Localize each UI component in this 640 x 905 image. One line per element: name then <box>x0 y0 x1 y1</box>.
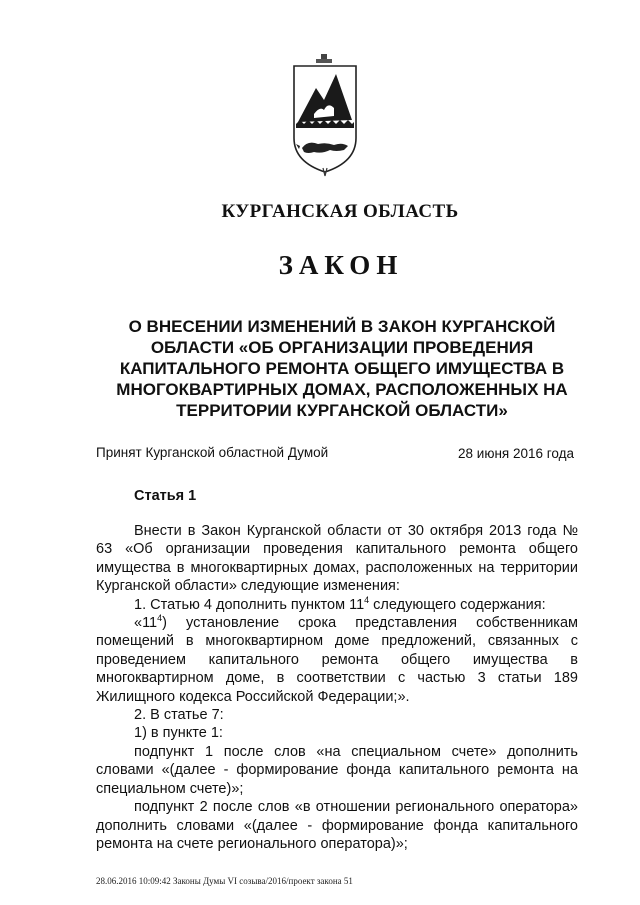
paragraph-subpoint-2: подпункт 2 после слов «в отношении регионального оператора» дополнить словами «(далее - формирование фонда капитального ремонта на счете регионального оператора)»; <box>96 799 578 852</box>
article-heading: Статья 1 <box>134 488 197 504</box>
adopted-by: Принят Курганской областной Думой <box>96 445 329 460</box>
paragraph-quote-start: «11 <box>134 615 158 632</box>
footer-note: 28.06.2016 10:09:42 Законы Думы VI созыва/2016/проект закона 51 <box>96 876 353 886</box>
document-type: ЗАКОН <box>278 250 404 280</box>
region-name: КУРГАНСКАЯ ОБЛАСТЬ <box>221 201 459 222</box>
paragraph-item-1 <box>96 596 578 614</box>
article-body <box>96 522 578 853</box>
paragraph-subitem-1: 1) в пункте 1: <box>134 725 223 742</box>
superscript: 4 <box>157 613 163 624</box>
superscript: 4 <box>364 594 370 605</box>
paragraph-item-1-text: 1. Статью 4 дополнить пунктом 11 <box>134 596 365 613</box>
paragraph-quote-text: ) установление срока представления собственникам помещений в многоквартирном доме предложений, связанных с проведением капитального ремонта общего имущества в многоквартирном доме, в соответствии с частью 3 статьи 189 Жилищного кодекса Российской Федерации;». <box>96 615 578 705</box>
paragraph-item-1-text-end: следующего содержания: <box>369 596 546 613</box>
paragraph-intro: Внести в Закон Курганской области от 30 октября 2013 года № 63 «Об организации проведения капитального ремонта общего имущества в многоквартирных домах, расположенных на территории Курганской области» следующие изменения: <box>96 523 578 595</box>
paragraph-quote <box>96 614 578 706</box>
paragraph-item-2: 2. В статье 7: <box>134 707 224 724</box>
coat-of-arms-emblem <box>290 52 360 178</box>
paragraph-subpoint-1: подпункт 1 после слов «на специальном счете» дополнить словами «(далее - формирование фонда капитального ремонта на специальном счете)»; <box>96 743 578 797</box>
adoption-date: 28 июня 2016 года <box>458 446 574 461</box>
law-title: О ВНЕСЕНИИ ИЗМЕНЕНИЙ В ЗАКОН КУРГАНСКОЙ ОБЛАСТИ «ОБ ОРГАНИЗАЦИИ ПРОВЕДЕНИЯ КАПИТАЛЬНОГО РЕМОНТА ОБЩЕГО ИМУЩЕСТВА В МНОГОКВАРТИРНЫХ ДОМАХ, РАСПОЛОЖЕННЫХ НА ТЕРРИТОРИИ КУРГАНСКОЙ ОБЛАСТИ» <box>116 317 568 420</box>
